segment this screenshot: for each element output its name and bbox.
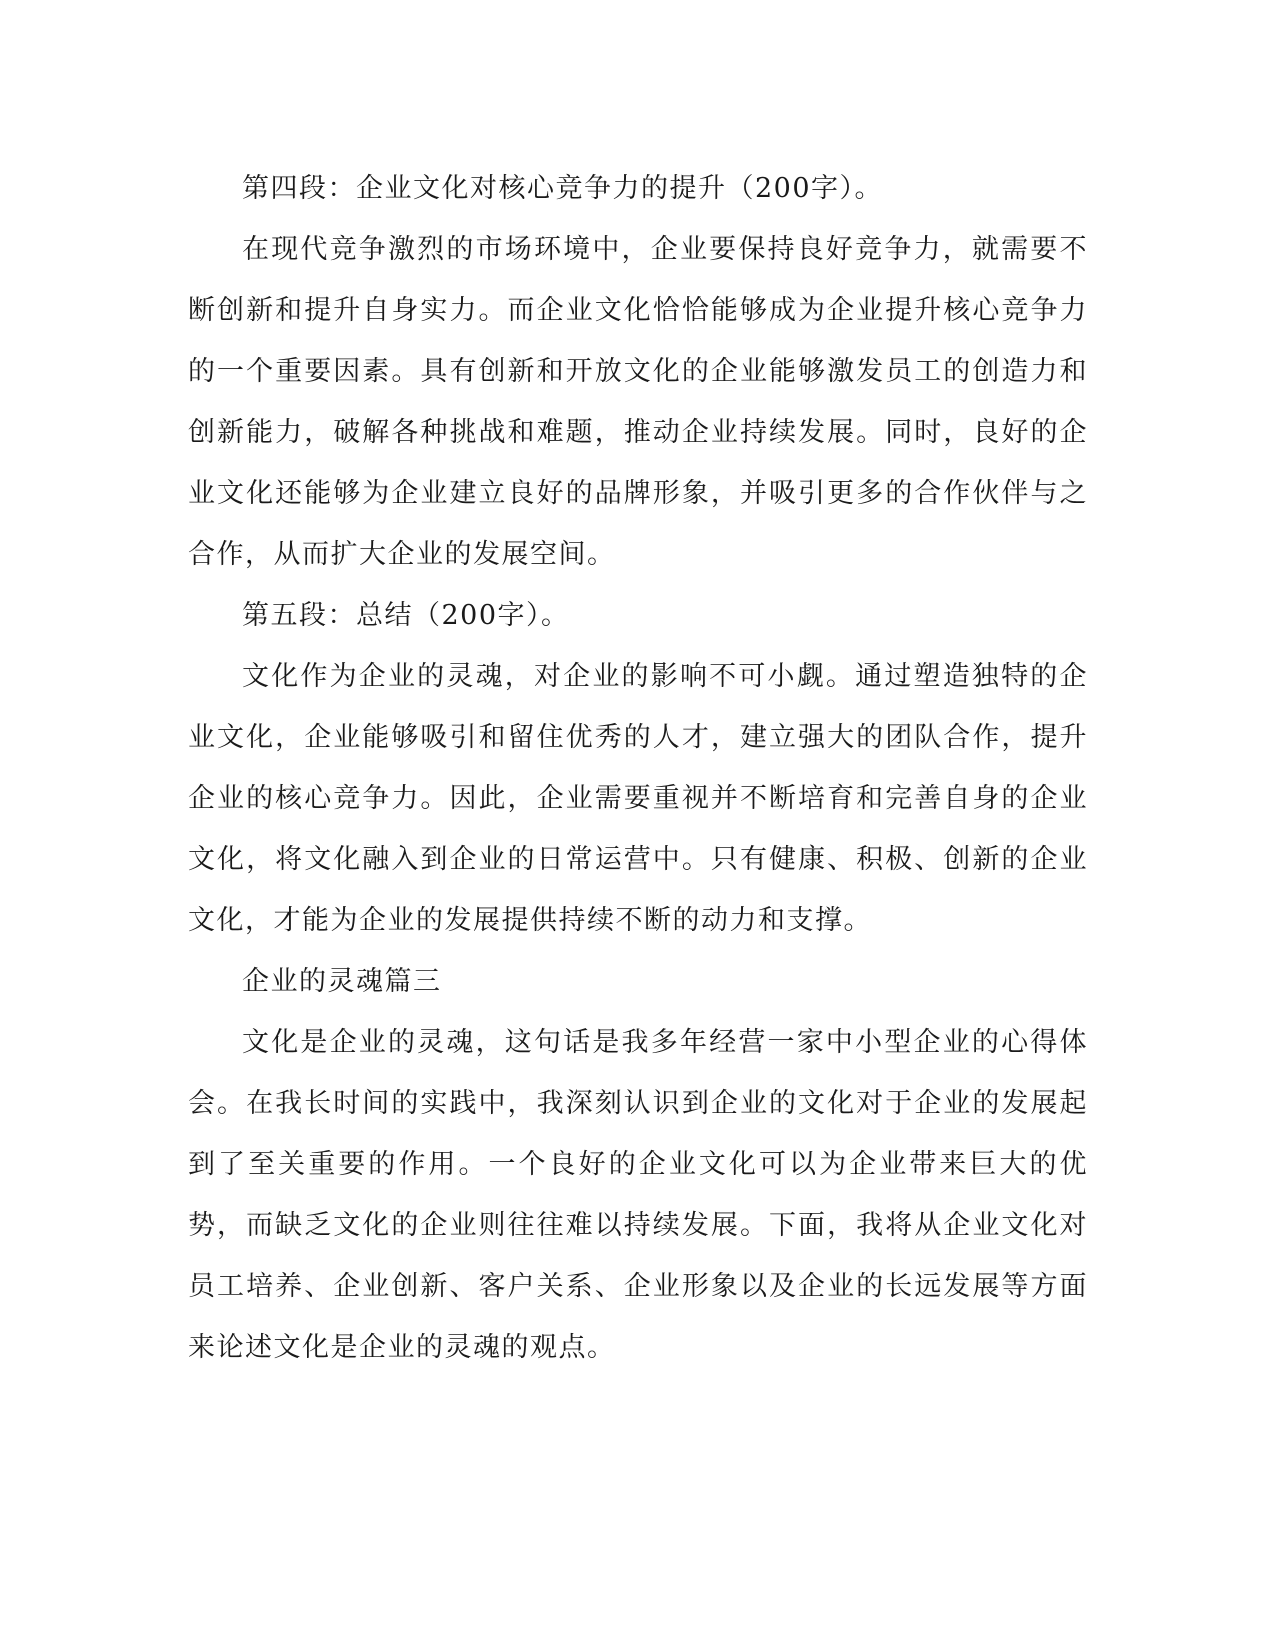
document-page	[188, 158, 1088, 1378]
section-heading-5: 第五段：总结（200字）。	[242, 600, 570, 631]
body-paragraph-intro: 文化是企业的灵魂，这句话是我多年经营一家中小型企业的心得体会。在我长时间的实践中，我深刻认识到企业的文化对于企业的发展起到了至关重要的作用。一个良好的企业文化可以为企业带来巨大的优势，而缺乏文化的企业则往往难以持续发展。下面，我将从企业文化对员工培养、企业创新、客户关系、企业形象以及企业的长远发展等方面来论述文化是企业的灵魂的观点。	[188, 1027, 1088, 1363]
chapter-title: 企业的灵魂篇三	[242, 966, 442, 997]
section-heading-4: 第四段：企业文化对核心竞争力的提升（200字）。	[242, 173, 884, 204]
body-paragraph-5: 文化作为企业的灵魂，对企业的影响不可小觑。通过塑造独特的企业文化，企业能够吸引和留住优秀的人才，建立强大的团队合作，提升企业的核心竞争力。因此，企业需要重视并不断培育和完善自身的企业文化，将文化融入到企业的日常运营中。只有健康、积极、创新的企业文化，才能为企业的发展提供持续不断的动力和支撑。	[188, 661, 1088, 936]
body-paragraph-4: 在现代竞争激烈的市场环境中，企业要保持良好竞争力，就需要不断创新和提升自身实力。而企业文化恰恰能够成为企业提升核心竞争力的一个重要因素。具有创新和开放文化的企业能够激发员工的创造力和创新能力，破解各种挑战和难题，推动企业持续发展。同时，良好的企业文化还能够为企业建立良好的品牌形象，并吸引更多的合作伙伴与之合作，从而扩大企业的发展空间。	[188, 234, 1088, 570]
